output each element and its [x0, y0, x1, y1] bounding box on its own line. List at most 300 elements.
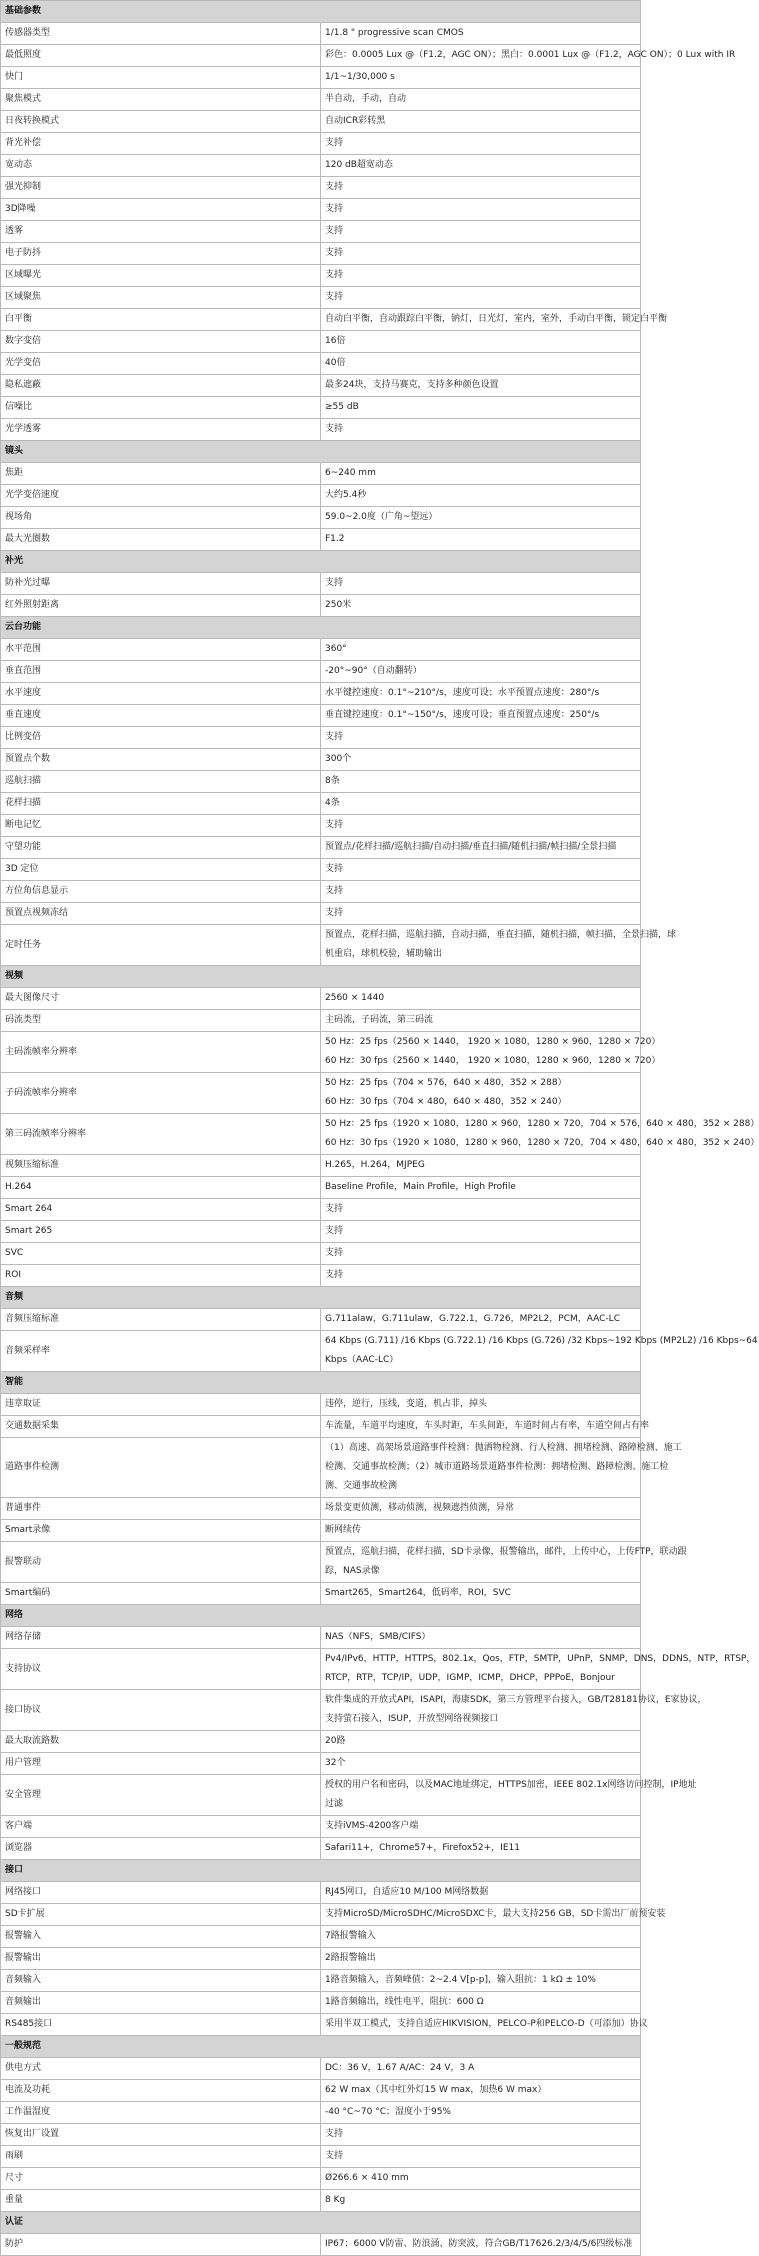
spec-row	[1, 1926, 641, 1948]
spec-value-line: Kbps（AAC-LC）	[325, 1355, 399, 1365]
spec-value	[321, 1542, 687, 1583]
spec-value	[321, 639, 641, 661]
spec-row	[1, 375, 641, 397]
spec-label: SD卡扩展	[1, 1904, 321, 1926]
spec-label: 安全管理	[1, 1775, 321, 1816]
spec-label: 雨刷	[1, 2146, 321, 2168]
spec-label: 水平范围	[1, 639, 321, 661]
spec-value-line: 支持	[325, 204, 344, 214]
spec-row	[1, 1542, 641, 1583]
spec-value	[321, 1649, 756, 1690]
spec-value	[321, 988, 641, 1010]
spec-label: 比例变倍	[1, 727, 321, 749]
spec-value-line: 支持	[325, 732, 344, 742]
spec-value-line: 彩色：0.0005 Lux @（F1.2，AGC ON）；黑白：0.0001 Lux @（F1.2，AGC ON）；0 Lux with IR	[325, 50, 736, 60]
spec-label: 守望功能	[1, 837, 321, 859]
spec-value	[321, 705, 641, 727]
spec-row	[1, 1838, 641, 1860]
spec-label: 子码流帧率分辨率	[1, 1073, 321, 1114]
section-title: 云台功能	[1, 617, 641, 639]
spec-value-line: 2路报警输出	[325, 1953, 376, 1963]
spec-row	[1, 1243, 641, 1265]
spec-value	[321, 1498, 641, 1520]
spec-value	[321, 375, 641, 397]
spec-value-line: 采用半双工模式，支持自适应HIKVISION，PELCO-P和PELCO-D（可添加）协议	[325, 2019, 648, 2029]
spec-row	[1, 661, 641, 683]
section-title: 补光	[1, 551, 641, 573]
spec-value	[321, 1073, 641, 1114]
spec-value-line: NAS（NFS，SMB/CIFS）	[325, 1632, 431, 1642]
spec-value-line: 支持	[325, 226, 344, 236]
spec-label: H.264	[1, 1177, 321, 1199]
spec-value-line: H.265，H.264，MJPEG	[325, 1160, 425, 1170]
spec-value-line: RJ45网口，自适应10 M/100 M网络数据	[325, 1887, 489, 1897]
spec-row	[1, 595, 641, 617]
spec-row	[1, 2234, 641, 2256]
spec-value-line: 支持iVMS-4200客户端	[325, 1821, 419, 1831]
spec-value-line: 支持	[325, 1270, 344, 1280]
spec-label: 音频采样率	[1, 1331, 321, 1372]
spec-value	[321, 1970, 641, 1992]
spec-row	[1, 639, 641, 661]
spec-label: 背光补偿	[1, 133, 321, 155]
spec-row	[1, 23, 641, 45]
spec-value	[321, 353, 641, 375]
spec-value-line: 20路	[325, 1736, 346, 1746]
spec-value-line: 支持	[325, 908, 344, 918]
spec-label: 防护	[1, 2234, 321, 2256]
spec-value	[321, 1221, 641, 1243]
spec-value	[321, 199, 641, 221]
spec-row	[1, 925, 641, 966]
section-header	[1, 1, 641, 23]
spec-label: 定时任务	[1, 925, 321, 966]
spec-value	[321, 397, 641, 419]
spec-value	[321, 881, 641, 903]
spec-label: 预置点个数	[1, 749, 321, 771]
spec-label: Smart 265	[1, 1221, 321, 1243]
spec-row	[1, 2124, 641, 2146]
spec-value	[321, 2080, 641, 2102]
spec-label: 方位角信息显示	[1, 881, 321, 903]
spec-value-line: 60 Hz：30 fps（2560 × 1440， 1920 × 1080，1280 × 960，1280 × 720）	[325, 1056, 661, 1066]
section-header	[1, 1605, 641, 1627]
section-title: 基础参数	[1, 1, 641, 23]
spec-value	[321, 111, 641, 133]
spec-label: 日夜转换模式	[1, 111, 321, 133]
spec-value-line: 自动ICR彩转黑	[325, 116, 386, 126]
spec-value-line: 支持	[325, 248, 344, 258]
spec-value	[321, 1882, 641, 1904]
section-header	[1, 1372, 641, 1394]
spec-row	[1, 1177, 641, 1199]
spec-value-line: 软件集成的开放式API，ISAPI，海康SDK，第三方管理平台接入，GB/T28181协议，E家协议，	[325, 1695, 707, 1705]
spec-row	[1, 771, 641, 793]
spec-label: 浏览器	[1, 1838, 321, 1860]
section-header	[1, 1860, 641, 1882]
spec-value-line: ≥55 dB	[325, 402, 359, 412]
spec-label: 视频压缩标准	[1, 1155, 321, 1177]
spec-value-line: 120 dB超宽动态	[325, 160, 393, 170]
spec-label: 最大图像尺寸	[1, 988, 321, 1010]
spec-value	[321, 133, 641, 155]
spec-value	[321, 815, 641, 837]
spec-row	[1, 1690, 641, 1731]
spec-value	[321, 1816, 641, 1838]
spec-row	[1, 1265, 641, 1287]
section-title: 接口	[1, 1860, 641, 1882]
spec-row	[1, 1904, 641, 1926]
spec-row	[1, 815, 641, 837]
spec-value	[321, 771, 641, 793]
spec-value-line: 50 Hz：25 fps（2560 × 1440， 1920 × 1080，1280 × 960，1280 × 720）	[325, 1037, 661, 1047]
spec-row	[1, 1331, 641, 1372]
spec-row	[1, 1583, 641, 1605]
spec-label: 报警输入	[1, 1926, 321, 1948]
spec-value-line: 违停，逆行，压线，变道，机占非，掉头	[325, 1399, 488, 1409]
spec-row	[1, 1010, 641, 1032]
spec-value-line: 踪，NAS录像	[325, 1566, 380, 1576]
spec-label: 快门	[1, 67, 321, 89]
spec-label: 音频输出	[1, 1992, 321, 2014]
spec-value-line: 支持	[325, 1226, 344, 1236]
section-header	[1, 2036, 641, 2058]
spec-value	[321, 1155, 641, 1177]
spec-value	[321, 1243, 641, 1265]
spec-value-line: F1.2	[325, 534, 345, 544]
spec-value-line: 大约5.4秒	[325, 490, 367, 500]
spec-value-line: 检测、交通事故检测；（2）城市道路场景道路事件检测：拥堵检测、路障检测、施工检	[325, 1462, 669, 1472]
spec-label: 光学透雾	[1, 419, 321, 441]
spec-value-line: 支持	[325, 2129, 344, 2139]
spec-row	[1, 2080, 641, 2102]
spec-value-line: 64 Kbps (G.711) /16 Kbps (G.722.1) /16 Kbps (G.726) /32 Kbps~192 Kbps (MP2L2) /16 Kbps~64	[325, 1336, 758, 1346]
spec-value-line: 40倍	[325, 358, 346, 368]
spec-value-line: 预置点，巡航扫描，花样扫描，SD卡录像，报警输出，邮件，上传中心，上传FTP，联动跟	[325, 1547, 687, 1557]
spec-value-line: -40 °C~70 °C；湿度小于95%	[325, 2107, 451, 2117]
spec-label: 3D降噪	[1, 199, 321, 221]
spec-value	[321, 2168, 641, 2190]
spec-row	[1, 243, 641, 265]
spec-row	[1, 793, 641, 815]
spec-label: SVC	[1, 1243, 321, 1265]
spec-row	[1, 89, 641, 111]
spec-label: 强光抑制	[1, 177, 321, 199]
spec-label: 最大光圈数	[1, 529, 321, 551]
spec-value	[321, 331, 641, 353]
spec-value	[321, 221, 641, 243]
spec-value	[321, 463, 641, 485]
spec-row	[1, 133, 641, 155]
spec-label: 断电记忆	[1, 815, 321, 837]
spec-label: 违章取证	[1, 1394, 321, 1416]
spec-value-line: 垂直键控速度：0.1°~150°/s，速度可设；垂直预置点速度：250°/s	[325, 710, 600, 720]
spec-value	[321, 155, 641, 177]
section-title: 智能	[1, 1372, 641, 1394]
spec-value	[321, 925, 677, 966]
spec-value-line: -20°~90°（自动翻转）	[325, 666, 422, 676]
spec-value-line: 2560 × 1440	[325, 993, 385, 1003]
spec-value-line: 支持	[325, 138, 344, 148]
spec-value	[321, 1775, 697, 1816]
spec-value-line: 16倍	[325, 336, 346, 346]
spec-value	[321, 661, 641, 683]
spec-value	[321, 1416, 650, 1438]
spec-value	[321, 1731, 641, 1753]
spec-row	[1, 463, 641, 485]
spec-value	[321, 1265, 641, 1287]
spec-value-line: 测、交通事故检测	[325, 1481, 398, 1491]
spec-value-line: 主码流，子码流，第三码流	[325, 1015, 434, 1025]
spec-value	[321, 1992, 641, 2014]
spec-row	[1, 1731, 641, 1753]
spec-row	[1, 265, 641, 287]
section-header	[1, 1287, 641, 1309]
spec-value-line: 8 Kg	[325, 2195, 346, 2205]
spec-value	[321, 1904, 666, 1926]
spec-value	[321, 2190, 641, 2212]
spec-label: 垂直速度	[1, 705, 321, 727]
spec-row	[1, 1073, 641, 1114]
spec-row	[1, 1438, 641, 1498]
spec-label: 巡航扫描	[1, 771, 321, 793]
spec-label: 宽动态	[1, 155, 321, 177]
spec-label: 恢复出厂设置	[1, 2124, 321, 2146]
spec-label: 焦距	[1, 463, 321, 485]
section-header	[1, 617, 641, 639]
spec-row	[1, 2102, 641, 2124]
spec-label: 第三码流帧率分辨率	[1, 1114, 321, 1155]
spec-value-line: 1路音频输出，线性电平，阻抗：600 Ω	[325, 1997, 484, 2007]
section-title: 一般规范	[1, 2036, 641, 2058]
spec-row	[1, 529, 641, 551]
spec-value-line: 支持	[325, 270, 344, 280]
spec-value	[321, 2146, 641, 2168]
spec-label: ROI	[1, 1265, 321, 1287]
spec-row	[1, 2014, 641, 2036]
spec-row	[1, 331, 641, 353]
spec-label: 接口协议	[1, 1690, 321, 1731]
spec-label: 网络接口	[1, 1882, 321, 1904]
spec-label: 交通数据采集	[1, 1416, 321, 1438]
spec-label: 白平衡	[1, 309, 321, 331]
spec-value	[321, 1394, 641, 1416]
spec-row	[1, 45, 641, 67]
spec-label: Smart录像	[1, 1520, 321, 1542]
spec-label: 光学变倍	[1, 353, 321, 375]
spec-label: 区域曝光	[1, 265, 321, 287]
spec-value-line: Smart265，Smart264，低码率，ROI，SVC	[325, 1588, 511, 1598]
spec-label: 防补光过曝	[1, 573, 321, 595]
spec-row	[1, 67, 641, 89]
spec-value	[321, 485, 641, 507]
spec-label: 用户管理	[1, 1753, 321, 1775]
spec-value	[321, 837, 641, 859]
spec-value-line: 半自动，手动，自动	[325, 94, 407, 104]
spec-value-line: Pv4/IPv6，HTTP，HTTPS，802.1x，Qos，FTP，SMTP，UPnP，SNMP，DNS，DDNS，NTP，RTSP，	[325, 1654, 756, 1664]
spec-label: 重量	[1, 2190, 321, 2212]
spec-label: 区域聚焦	[1, 287, 321, 309]
spec-label: 网络存储	[1, 1627, 321, 1649]
spec-value-line: 支持MicroSD/MicroSDHC/MicroSDXC卡，最大支持256 GB，SD卡需出厂前预安装	[325, 1909, 666, 1919]
spec-value-line: 预置点/花样扫描/巡航扫描/自动扫描/垂直扫描/随机扫描/帧扫描/全景扫描	[325, 842, 617, 852]
spec-value	[321, 2102, 641, 2124]
spec-value-line: 支持	[325, 1204, 344, 1214]
spec-value	[321, 45, 736, 67]
spec-row	[1, 111, 641, 133]
spec-value	[321, 287, 641, 309]
spec-label: 供电方式	[1, 2058, 321, 2080]
spec-label: 电子防抖	[1, 243, 321, 265]
spec-row	[1, 1221, 641, 1243]
spec-row	[1, 309, 641, 331]
section-title: 镜头	[1, 441, 641, 463]
spec-value-line: 1/1.8 " progressive scan CMOS	[325, 28, 464, 38]
spec-value	[321, 529, 641, 551]
spec-value-line: RTCP，RTP，TCP/IP，UDP，IGMP，ICMP，DHCP，PPPoE，Bonjour	[325, 1673, 615, 1683]
spec-label: 垂直范围	[1, 661, 321, 683]
spec-row	[1, 397, 641, 419]
spec-row	[1, 1199, 641, 1221]
spec-value-line: 6~240 mm	[325, 468, 376, 478]
spec-row	[1, 177, 641, 199]
spec-value	[321, 419, 641, 441]
spec-label: 支持协议	[1, 1649, 321, 1690]
spec-value-line: 自动白平衡，自动跟踪白平衡，钠灯，日光灯，室内，室外，手动白平衡，锁定白平衡	[325, 314, 668, 324]
spec-value-line: 支持萤石接入，ISUP，开放型网络视频接口	[325, 1714, 499, 1724]
spec-value-line: 62 W max（其中红外灯15 W max，加热6 W max）	[325, 2085, 547, 2095]
spec-row	[1, 1753, 641, 1775]
spec-value	[321, 89, 641, 111]
spec-row	[1, 881, 641, 903]
spec-value	[321, 793, 641, 815]
spec-value-line: 1/1~1/30,000 s	[325, 72, 395, 82]
spec-value	[321, 1032, 661, 1073]
spec-value	[321, 1948, 641, 1970]
spec-row	[1, 1309, 641, 1331]
spec-value-line: （1）高速、高架场景道路事件检测：抛洒物检测、行人检测、拥堵检测、路障检测、施工	[325, 1443, 682, 1453]
spec-row	[1, 199, 641, 221]
spec-label: 主码流帧率分辨率	[1, 1032, 321, 1073]
spec-value-line: 360°	[325, 644, 347, 654]
spec-value	[321, 507, 641, 529]
spec-row	[1, 903, 641, 925]
spec-value	[321, 23, 641, 45]
spec-value-line: DC：36 V，1.67 A/AC：24 V，3 A	[325, 2063, 475, 2073]
spec-label: 码流类型	[1, 1010, 321, 1032]
section-title: 视频	[1, 966, 641, 988]
spec-value	[321, 1520, 641, 1542]
spec-label: 最低照度	[1, 45, 321, 67]
spec-row	[1, 683, 641, 705]
spec-row	[1, 727, 641, 749]
spec-value	[321, 573, 641, 595]
spec-value	[321, 1838, 641, 1860]
spec-row	[1, 573, 641, 595]
spec-value-line: 32个	[325, 1758, 346, 1768]
spec-value-line: 过滤	[325, 1799, 344, 1809]
spec-value-line: 支持	[325, 820, 344, 830]
spec-value	[321, 1926, 641, 1948]
spec-label: 红外照射距离	[1, 595, 321, 617]
spec-row	[1, 353, 641, 375]
spec-row	[1, 1649, 641, 1690]
section-header	[1, 966, 641, 988]
spec-row	[1, 1520, 641, 1542]
spec-label: 水平速度	[1, 683, 321, 705]
spec-value	[321, 67, 641, 89]
spec-row	[1, 1775, 641, 1816]
spec-label: 3D 定位	[1, 859, 321, 881]
spec-value	[321, 1331, 758, 1372]
spec-value-line: G.711alaw，G.711ulaw，G.722.1，G.726，MP2L2，PCM，AAC-LC	[325, 1314, 620, 1324]
spec-value-line: 支持	[325, 2151, 344, 2161]
spec-label: 道路事件检测	[1, 1438, 321, 1498]
spec-row	[1, 1948, 641, 1970]
spec-value-line: 300个	[325, 754, 352, 764]
spec-value	[321, 749, 641, 771]
spec-value-line: 最多24块，支持马赛克，支持多种颜色设置	[325, 380, 499, 390]
spec-value	[321, 1114, 759, 1155]
spec-value-line: Safari11+，Chrome57+，Firefox52+，IE11	[325, 1843, 520, 1853]
spec-value-line: 支持	[325, 424, 344, 434]
spec-value	[321, 595, 641, 617]
spec-label: 音频压缩标准	[1, 1309, 321, 1331]
spec-value	[321, 1753, 641, 1775]
spec-label: 最大取流路数	[1, 1731, 321, 1753]
spec-value-line: 7路报警输入	[325, 1931, 376, 1941]
spec-value-line: 1路音频输入，音频峰值：2~2.4 V[p-p]，输入阻抗：1 kΩ ± 10%	[325, 1975, 596, 1985]
spec-row	[1, 1155, 641, 1177]
spec-label: 光学变倍速度	[1, 485, 321, 507]
spec-value-line: 支持	[325, 1248, 344, 1258]
spec-value-line: 机重启，球机校验，辅助输出	[325, 949, 443, 959]
spec-value	[321, 903, 641, 925]
spec-value-line: Baseline Profile，Main Profile，High Profile	[325, 1182, 516, 1192]
spec-row	[1, 749, 641, 771]
spec-value	[321, 1690, 707, 1731]
spec-value-line: 场景变更侦测，移动侦测，视频遮挡侦测，异常	[325, 1503, 515, 1513]
spec-value	[321, 1438, 682, 1498]
spec-row	[1, 287, 641, 309]
spec-value	[321, 859, 641, 881]
spec-value	[321, 2124, 641, 2146]
spec-value-line: 支持	[325, 578, 344, 588]
spec-row	[1, 507, 641, 529]
spec-value-line: 断网续传	[325, 1525, 362, 1535]
spec-value	[321, 265, 641, 287]
spec-label: 预置点视频冻结	[1, 903, 321, 925]
spec-label: 传感器类型	[1, 23, 321, 45]
spec-row	[1, 1394, 641, 1416]
spec-label: 客户端	[1, 1816, 321, 1838]
spec-label: 聚焦模式	[1, 89, 321, 111]
spec-row	[1, 1498, 641, 1520]
spec-label: 花样扫描	[1, 793, 321, 815]
spec-value	[321, 309, 668, 331]
spec-row	[1, 859, 641, 881]
spec-row	[1, 1032, 641, 1073]
spec-row	[1, 988, 641, 1010]
spec-value-line: 50 Hz：25 fps（704 × 576，640 × 480，352 × 288）	[325, 1078, 567, 1088]
section-title: 认证	[1, 2212, 641, 2234]
spec-value-line: 水平键控速度：0.1°~210°/s，速度可设；水平预置点速度：280°/s	[325, 688, 600, 698]
spec-value-line: 8条	[325, 776, 340, 786]
spec-value-line: 支持	[325, 182, 344, 192]
spec-value-line: 250米	[325, 600, 352, 610]
spec-label: 数字变倍	[1, 331, 321, 353]
spec-value	[321, 177, 641, 199]
